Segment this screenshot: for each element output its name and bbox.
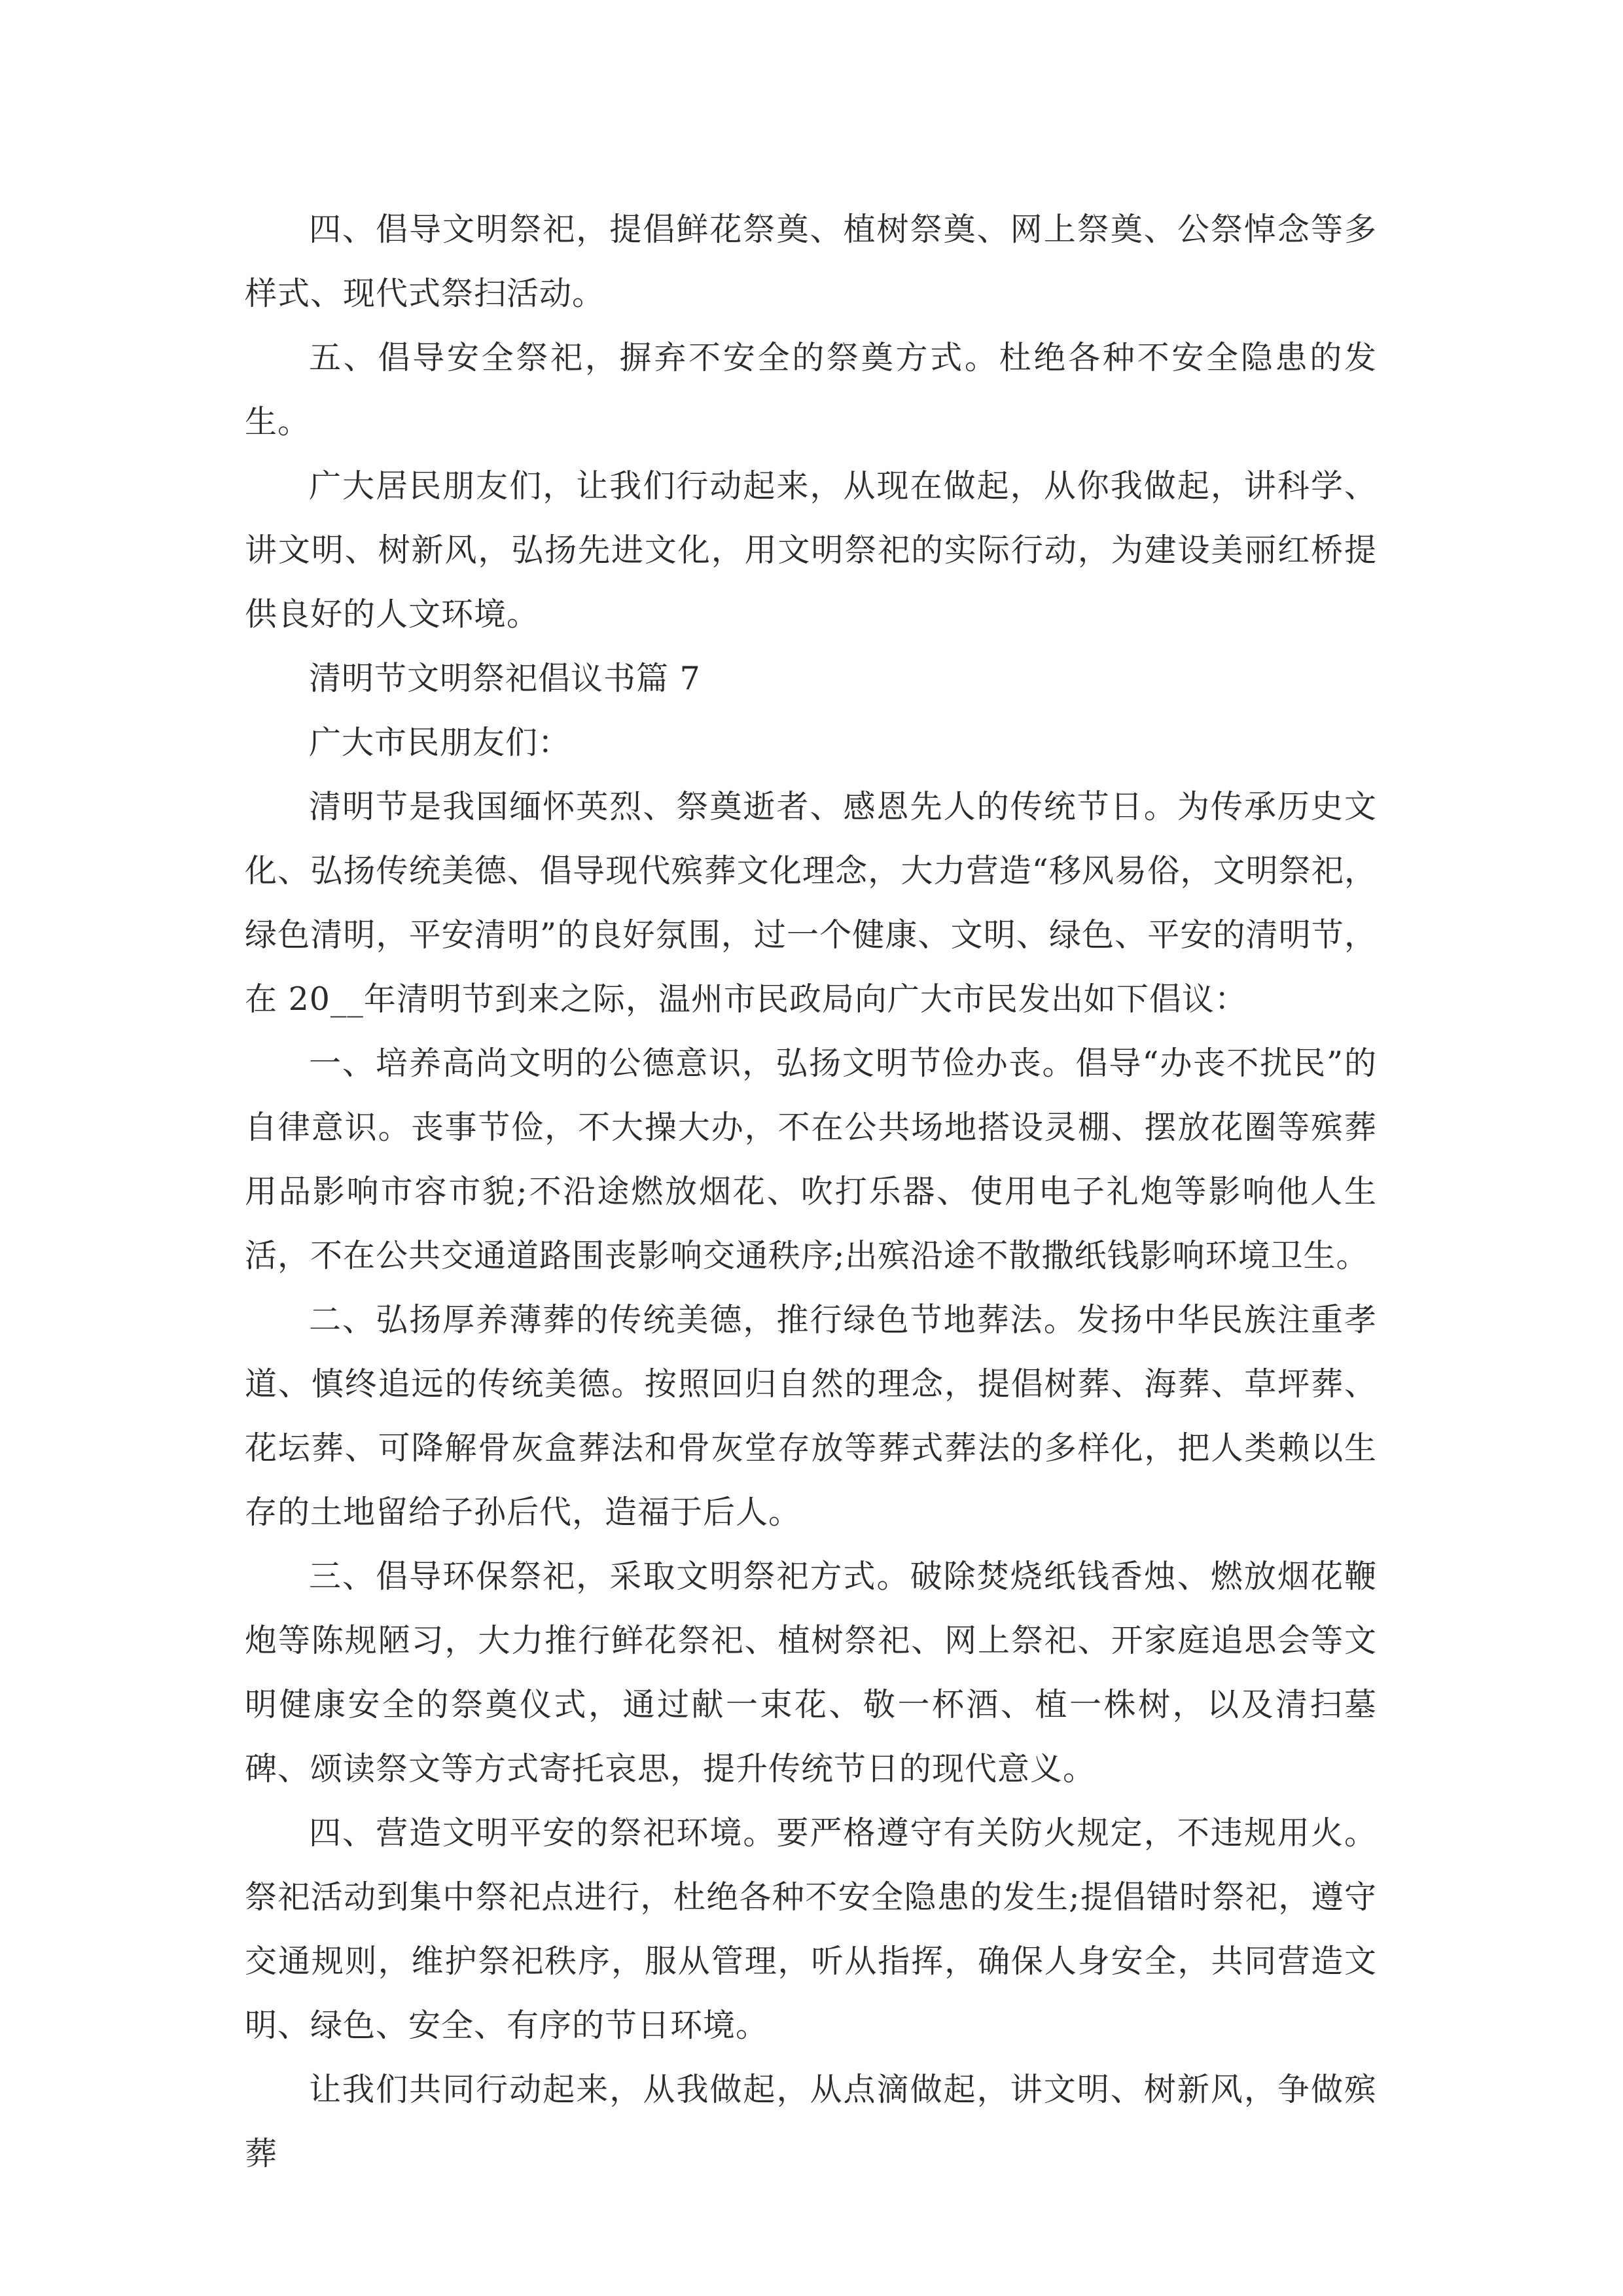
document-body [245, 198, 1377, 2186]
paragraph-item-1: 一、培养高尚文明的公德意识，弘扬文明节俭办丧。倡导“办丧不扰民”的自律意识。丧事节俭，不大操大办，不在公共场地搭设灵棚、摆放花圈等殡葬用品影响市容市貌;不沿途燃放烟花、吹打乐器、使用电子礼炮等影响他人生活，不在公共交通道路围丧影响交通秩序;出殡沿途不散撒纸钱影响环境卫生。 [245, 1045, 1377, 1274]
paragraph-item-2: 二、弘扬厚养薄葬的传统美德，推行绿色节地葬法。发扬中华民族注重孝道、慎终追远的传统美德。按照回归自然的理念，提倡树葬、海葬、草坪葬、花坛葬、可降解骨灰盒葬法和骨灰堂存放等葬式葬法的多样化，把人类赖以生存的土地留给子孙后代，造福于后人。 [245, 1301, 1377, 1531]
paragraph-intro: 清明节是我国缅怀英烈、祭奠逝者、感恩先人的传统节日。为传承历史文化、弘扬传统美德、倡导现代殡葬文化理念，大力营造“移风易俗，文明祭祀，绿色清明，平安清明”的良好氛围，过一个健康、文明、绿色、平安的清明节，在 20__年清明节到来之际，温州市民政局向广大市民发出如下倡议： [245, 788, 1377, 1018]
paragraph-item-3: 三、倡导环保祭祀，采取文明祭祀方式。破除焚烧纸钱香烛、燃放烟花鞭炮等陈规陋习，大力推行鲜花祭祀、植树祭祀、网上祭祀、开家庭追思会等文明健康安全的祭奠仪式，通过献一束花、敬一杯酒、植一株树，以及清扫墓碑、颂读祭文等方式寄托哀思，提升传统节日的现代意义。 [245, 1558, 1377, 1787]
paragraph-item-4: 四、营造文明平安的祭祀环境。要严格遵守有关防火规定，不违规用火。祭祀活动到集中祭祀点进行，杜绝各种不安全隐患的发生;提倡错时祭祀，遵守交通规则，维护祭祀秩序，服从管理，听从指挥，确保人身安全，共同营造文明、绿色、安全、有序的节日环境。 [245, 1814, 1377, 2044]
section-heading: 清明节文明祭祀倡议书篇 7 [309, 660, 701, 697]
paragraph-final: 让我们共同行动起来，从我做起，从点滴做起，讲文明、树新风，争做殡葬 [245, 2071, 1377, 2172]
paragraph-item-4-civilized: 四、倡导文明祭祀，提倡鲜花祭奠、植树祭奠、网上祭奠、公祭悼念等多样式、现代式祭扫活动。 [245, 211, 1377, 312]
paragraph-item-5-safety: 五、倡导安全祭祀，摒弃不安全的祭奠方式。杜绝各种不安全隐患的发生。 [245, 339, 1377, 440]
salutation: 广大市民朋友们： [309, 724, 571, 761]
paragraph-closing-call: 广大居民朋友们，让我们行动起来，从现在做起，从你我做起，讲科学、讲文明、树新风，弘扬先进文化，用文明祭祀的实际行动，为建设美丽红桥提供良好的人文环境。 [245, 467, 1377, 633]
